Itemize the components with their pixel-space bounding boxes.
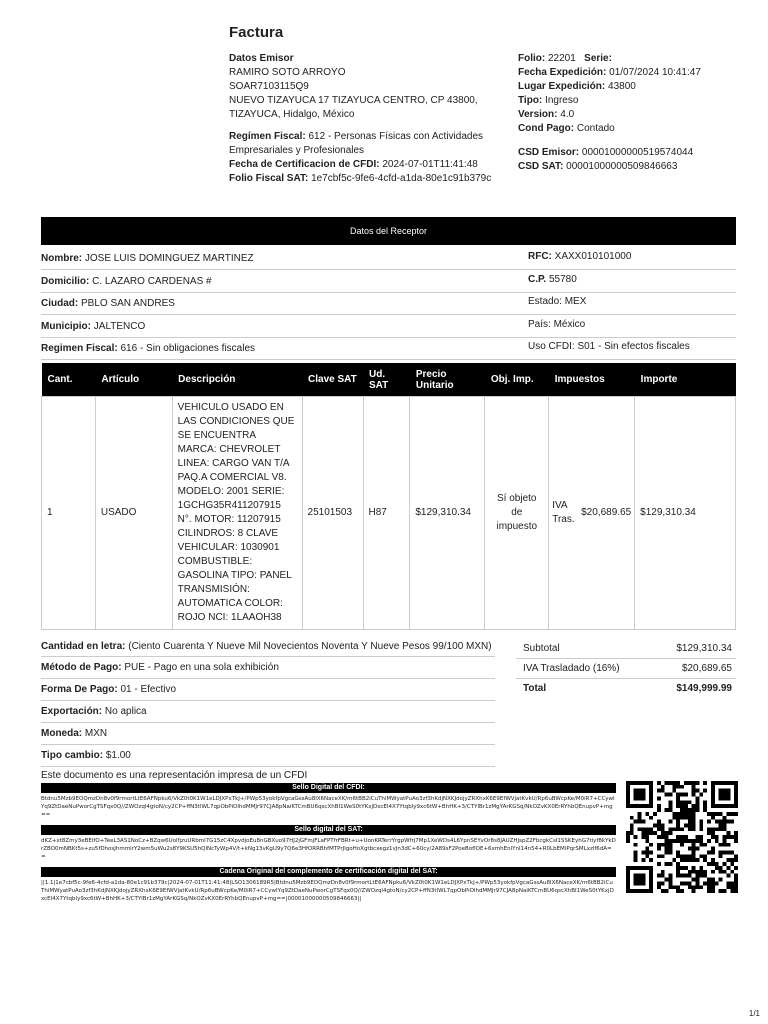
receptor-row-municipio	[41, 316, 736, 338]
csd-sat-label: CSD SAT:	[518, 161, 564, 172]
iva-label: IVA Trasladado (16%)	[523, 663, 620, 674]
cantidad-letra-row	[41, 637, 495, 657]
csd-emisor-label: CSD Emisor:	[518, 147, 580, 158]
sello-cfdi-text: Btdnu5Mzb9EOQmzDn8v0f9rmortLtE6AFNpku6/VkZ0t0K1W1eLDJXPxTkJ+/PWp53yokfpVgcaGssAu8lX6NaceXK/m6tBB2iCuThiMWyatPuAo3zf3hKdjNXKJdojyZRXhxK6E9EfWVjatKvkU/Rp6uBWcpKe/M0iR7+CCywIYq9ZtDaeNuPworCgTSFqx0Q//ZWOzql4gtoN/cy2CP+ffN3tlWL7qpObPiOlhdMMJr97CJA8pNaiKTCmBU6qscXhBI1WeS0tYKxjDxcEI4X7Ytqbly9xc6tW+BhHK+3/CTYlBr1zMgYArKGSq/NkOZvKX0ErRYhbQEnupvP+mg==	[41, 796, 615, 818]
header-obj-imp: Obj. Imp.	[485, 363, 549, 397]
emisor-name: RAMIRO SOTO ARROYO	[229, 67, 346, 78]
pais-text: País: México	[528, 319, 586, 330]
csd-emisor-row	[518, 146, 758, 160]
rfc-label: RFC:	[528, 251, 552, 262]
cadena-original-text: ||1.1|1e7cbf5c-9fe6-4cfd-a1da-80e1c91b379c|2024-07-01T11:41:48|LSO1306189R5|Btdnu5Mzb9EOQmzDn8v0f9rmortLtE6AFNpku6/VkZ0t0K1W1eLDJXPxTkJ+/PWp53yokfpVgcaGssAu8lX6NaceXK/m6tBB2iCuThiMWyatPuAo3zf3hKdjNXKJdojyZRXhxK6E9EfWVjatKvkU/Rp6uBWcpKe/M0iR7+CCywIYq9ZtDaeNuPworCgTSFqx0Q//ZWOzql4gtoN/cy2CP+ffN3tlWL7qpObPiOlhdMMJr97CJA8pNaiKTCmBU6qscXhBI1WeS0tYKxjDxcEI4X7Ytqbly9xc6tW+BhHK+3/CTYlBr1zMgYArKGSq/NkOZvKX0ErRYhbQEnupvP+mg==|00001000000509846663||	[41, 880, 614, 902]
municipio-label: Municipio:	[41, 321, 91, 332]
forma-pago-label: Forma De Pago:	[41, 684, 118, 695]
fecha-expedicion-row	[518, 66, 758, 80]
header-ud-sat: Ud. SAT	[363, 363, 410, 397]
forma-pago-row	[41, 679, 495, 701]
cantidad-letra-label: Cantidad en letra:	[41, 641, 126, 652]
domicilio-label: Domicilio:	[41, 276, 90, 287]
folio-label: Folio:	[518, 53, 546, 64]
exportacion-row	[41, 701, 495, 723]
iva-value: $20,689.65	[681, 663, 732, 674]
nombre-value: JOSE LUIS DOMINGUEZ MARTINEZ	[84, 253, 254, 264]
domicilio-value: C. LAZARO CARDENAS #	[92, 276, 212, 287]
header-descripcion: Descripción	[172, 363, 302, 397]
fecha-cert-value: 2024-07-01T11:41:48	[382, 159, 478, 170]
subtotal-row	[516, 639, 736, 659]
cell-impuestos	[549, 397, 635, 630]
metodo-pago-row	[41, 657, 495, 679]
moneda-value: MXN	[84, 728, 108, 739]
header-impuestos: Impuestos	[549, 363, 635, 397]
metodo-pago-value: PUE - Pago en una sola exhibición	[124, 662, 279, 673]
rfc-value: XAXX010101000	[554, 251, 632, 262]
tipo-cambio-row	[41, 745, 495, 767]
emisor-regimen	[229, 130, 499, 158]
cell-importe: $129,310.34	[635, 397, 736, 630]
csd-sat-value: 00001000000509846663	[566, 161, 678, 172]
cell-obj-imp: Sí objeto de impuesto	[485, 397, 549, 630]
cell-ud-sat: H87	[363, 397, 410, 630]
moneda-row	[41, 723, 495, 745]
version-label: Version:	[518, 109, 558, 120]
receptor-row-regimen	[41, 338, 736, 360]
lugar-expedicion-value: 43800	[608, 81, 636, 92]
exportacion-value: No aplica	[104, 706, 147, 717]
receptor-row-domicilio	[41, 271, 736, 293]
moneda-label: Moneda:	[41, 728, 83, 739]
sello-cfdi-heading: Sello Digital del CFDI:	[41, 783, 616, 793]
csd-sat-row	[518, 160, 758, 174]
cond-pago-row	[518, 122, 758, 136]
folio-value: 22201	[548, 53, 576, 64]
emisor-regimen-label: Regímen Fiscal:	[229, 131, 306, 142]
iva-row	[516, 659, 736, 679]
cell-clave-sat: 25101503	[302, 397, 363, 630]
cell-descripcion: VEHICULO USADO EN LAS CONDICIONES QUE SE ENCUENTRA MARCA: CHEVROLET LINEA: CARGO VAN T/A PAQ.A COMERCIAL V8. MODELO: 2001 SERIE: 1GCHG35R411207915 N°. MOTOR: 11207915 CILINDROS: 8 CLAVE VEHICULAR: 1030901 COMBUSTIBLE: GASOLINA TIPO: PANEL TRANSMISIÓN: AUTOMATICA COLOR: ROJO NCI: 1LAAOH38	[172, 397, 302, 630]
total-value: $149,999.99	[676, 683, 732, 694]
payment-details	[41, 637, 495, 781]
receptor-row-ciudad	[41, 293, 736, 315]
nombre-label: Nombre:	[41, 253, 83, 264]
ciudad-label: Ciudad:	[41, 298, 79, 309]
page-number: 1/1	[748, 1009, 760, 1018]
receptor-heading: Datos del Receptor	[41, 217, 736, 245]
fecha-expedicion-value: 01/07/2024 10:41:47	[609, 67, 701, 78]
tipo-value: Ingreso	[545, 95, 579, 106]
emisor-rfc: SOAR7103115Q9	[229, 81, 309, 92]
fecha-expedicion-label: Fecha Expedición:	[518, 67, 607, 78]
emisor-heading: Datos Emisor	[229, 53, 294, 64]
cond-pago-value: Contado	[576, 123, 615, 134]
tipo-cambio-value: $1.00	[105, 750, 131, 761]
representacion-text: Este documento es una representación impresa de un CFDI	[41, 770, 308, 781]
tipo-cambio-label: Tipo cambio:	[41, 750, 104, 761]
receptor-row-nombre	[41, 248, 736, 270]
total-label: Total	[523, 683, 547, 694]
csd-emisor-value: 00001000000519574044	[581, 147, 694, 158]
estado-text: Estado: MEX	[528, 296, 587, 307]
cell-articulo: USADO	[95, 397, 172, 630]
emisor-regimen-value: 612 - Personas Físicas con Actividades Empresariales y Profesionales	[229, 131, 484, 156]
fecha-cert-label: Fecha de Certificacion de CFDI:	[229, 159, 380, 170]
header-articulo: Artículo	[95, 363, 172, 397]
cond-pago-label: Cond Pago:	[518, 123, 575, 134]
serie-label: Serie:	[584, 53, 612, 64]
regimen-receptor-value: 616 - Sin obligaciones fiscales	[120, 343, 256, 354]
emisor-address-1: NUEVO TIZAYUCA 17 TIZAYUCA CENTRO, CP 43800,	[229, 95, 478, 106]
metodo-pago-label: Método de Pago:	[41, 662, 122, 673]
sello-sat-text: dKZ+xt8Zmy3eBEifO+TeeL3AS1NoCz+BZqw6UolfjzuURbml7G15zC4XpvdjoEu8nGBXuo97HJ2jGFmjFLaFPTfrFBRt+u+UonKRTerrYrgpWfrj7Mp1XeWDs4L6YpnSEYvOr8s8JAUZHJspZ2FbcgkCsI1SSKEyhG7tiyf8kYkDrZBO0mNBKt5s+zu5fDhosJhmmirY2wm5uWu2s8Y9KSU5hQlNcTyWp4V/t+kNg13vKgU9y7Q6e3HfORRBhfMTPrJlgoHoXgtbcxegz1vJn3dC+60cy/2A89sF2PoeBoflOE+6xmhEnlYnI14n54+R0LbEMiPqrSMLxzlf6dA==	[41, 838, 616, 860]
tipo-label: Tipo:	[518, 95, 543, 106]
items-table	[41, 363, 736, 630]
impuesto-name: IVA Tras.	[552, 500, 575, 525]
emisor-address-2: TIZAYUCA, Hidalgo, México	[229, 109, 355, 120]
totals-box	[516, 639, 736, 698]
total-row	[516, 679, 736, 698]
items-header-row	[42, 363, 736, 397]
emisor-fecha-cert	[229, 158, 499, 172]
comprobante-section	[518, 52, 758, 174]
ciudad-value: PBLO SAN ANDRES	[81, 298, 175, 309]
cell-precio: $129,310.34	[410, 397, 485, 630]
subtotal-label: Subtotal	[523, 643, 560, 654]
folio-fiscal-value: 1e7cbf5c-9fe6-4cfd-a1da-80e1c91b379c	[311, 173, 492, 184]
municipio-value: JALTENCO	[93, 321, 146, 332]
document-title: Factura	[229, 24, 284, 41]
lugar-expedicion-label: Lugar Expedición:	[518, 81, 606, 92]
emisor-section	[229, 52, 499, 186]
forma-pago-value: 01 - Efectivo	[120, 684, 177, 695]
folio-row	[518, 52, 758, 66]
header-clave-sat: Clave SAT	[302, 363, 363, 397]
uso-cfdi-text: Uso CFDI: S01 - Sin efectos fiscales	[528, 341, 690, 352]
cell-cant: 1	[42, 397, 96, 630]
folio-fiscal-label: Folio Fiscal SAT:	[229, 173, 309, 184]
subtotal-value: $129,310.34	[676, 643, 732, 654]
cp-label: C.P.	[528, 274, 547, 285]
lugar-expedicion-row	[518, 80, 758, 94]
qr-code-icon	[626, 781, 738, 893]
version-row	[518, 108, 758, 122]
regimen-receptor-label: Regimen Fiscal:	[41, 343, 118, 354]
tipo-row	[518, 94, 758, 108]
exportacion-label: Exportación:	[41, 706, 103, 717]
emisor-folio-fiscal	[229, 172, 499, 186]
header-importe: Importe	[635, 363, 736, 397]
table-row	[42, 397, 736, 630]
header-precio: Precio Unitario	[410, 363, 485, 397]
cantidad-letra-value: (Ciento Cuarenta Y Nueve Mil Novecientos Noventa Y Nueve Pesos 99/100 MXN)	[128, 641, 492, 652]
sello-sat-heading: Sello digital del SAT:	[41, 825, 616, 835]
impuesto-value: $20,689.65	[581, 507, 632, 518]
version-value: 4.0	[560, 109, 575, 120]
header-cant: Cant.	[42, 363, 96, 397]
cp-value: 55780	[548, 274, 577, 285]
cadena-original-heading: Cadena Original del complemento de certificación digital del SAT:	[41, 867, 616, 877]
